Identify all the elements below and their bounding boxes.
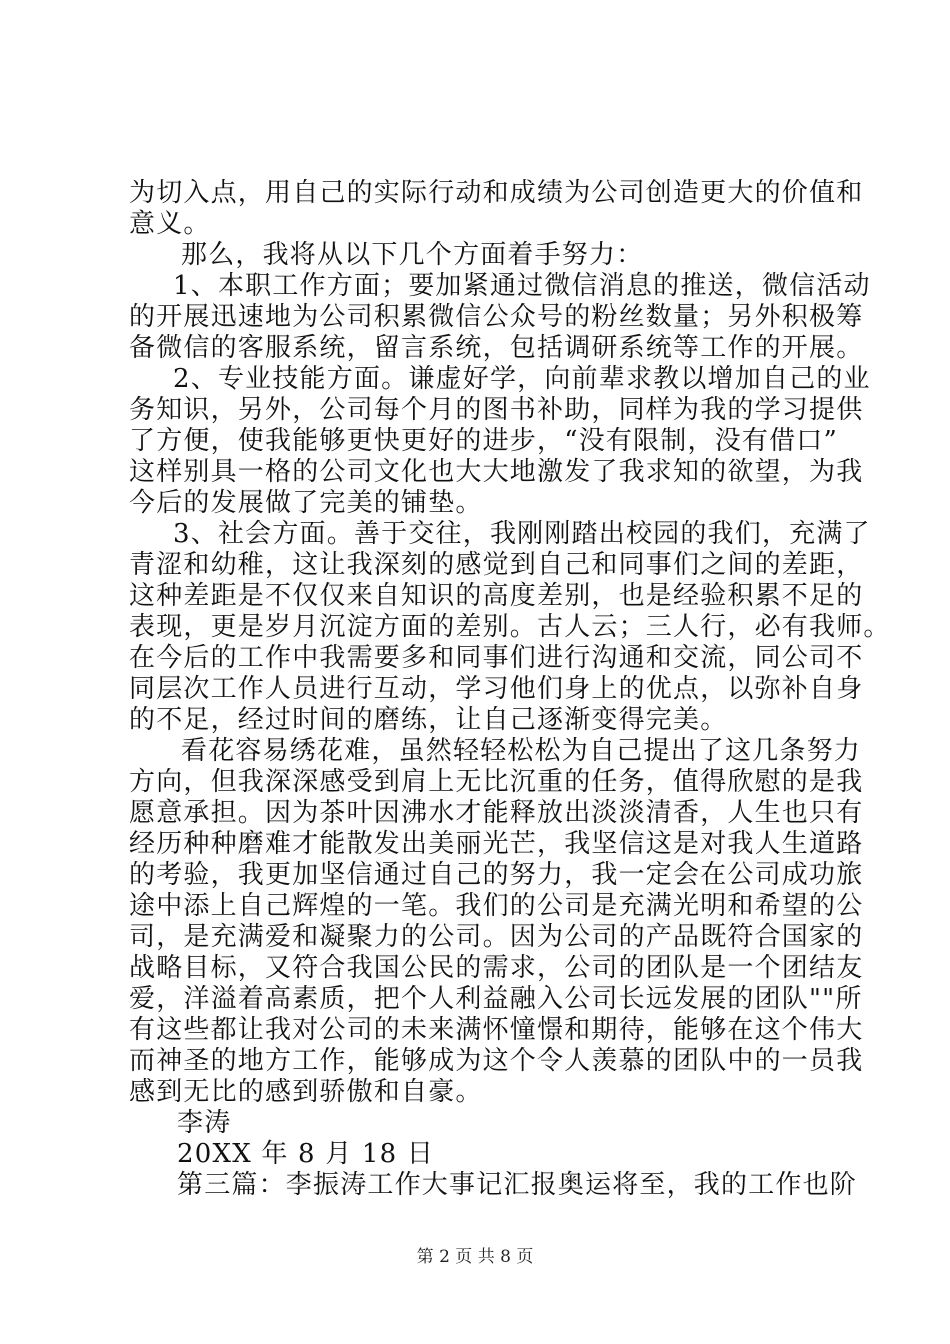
text-line-21: 愿意承担。因为茶叶因沸水才能释放出淡淡清香，人生也只有 [129,798,864,828]
text-line-33: 第三篇：李振涛工作大事记汇报奥运将至，我的工作也阶 [177,1170,858,1200]
text-line-22: 经历种种磨难才能散发出美丽光芒，我坚信这是对我人生道路 [129,829,864,859]
text-line-13: 青涩和幼稚，这让我深刻的感觉到自己和同事们之间的差距， [129,550,864,580]
signature-date: 20XX 年 8 月 18 日 [177,1139,435,1169]
text-line-1: 为切入点，用自己的实际行动和成绩为公司创造更大的价值和 [129,178,864,208]
text-line-15: 表现，更是岁月沉淀方面的差别。古人云；三人行，必有我师。 [129,612,891,642]
text-line-7: 2、专业技能方面。谦虚好学，向前辈求教以增加自己的业 [173,364,871,394]
text-line-28: 有这些都让我对公司的未来满怀憧憬和期待，能够在这个伟大 [129,1015,864,1045]
text-line-6: 备微信的客服系统，留言系统，包括调研系统等工作的开展。 [129,333,864,363]
signature-name: 李涛 [177,1108,232,1138]
text-line-29: 而神圣的地方工作，能够成为这个令人羡慕的团队中的一员我 [129,1046,864,1076]
text-line-30: 感到无比的感到骄傲和自豪。 [129,1077,483,1107]
text-line-4: 1、本职工作方面；要加紧通过微信消息的推送，微信活动 [173,271,871,301]
text-line-12: 3、社会方面。善于交往，我刚刚踏出校园的我们，充满了 [173,519,871,549]
text-line-26: 战略目标，又符合我国公民的需求，公司的团队是一个团结友 [129,953,864,983]
text-line-25: 司，是充满爱和凝聚力的公司。因为公司的产品既符合国家的 [129,922,864,952]
text-line-17: 同层次工作人员进行互动，学习他们身上的优点，以弥补自身 [129,674,864,704]
text-line-19: 看花容易绣花难，虽然轻轻松松为自己提出了这几条努力 [181,736,862,766]
text-line-3: 那么，我将从以下几个方面着手努力： [181,240,644,270]
text-line-9: 了方便，使我能够更快更好的进步，“没有限制，没有借口” [129,426,838,456]
text-line-18: 的不足，经过时间的磨练，让自己逐渐变得完美。 [129,705,728,735]
text-line-16: 在今后的工作中我需要多和同事们进行沟通和交流，同公司不 [129,643,864,673]
page-footer: 第 2 页 共 8 页 [416,1247,534,1267]
text-line-27: 爱，洋溢着高素质，把个人利益融入公司长远发展的团队""所 [129,984,863,1014]
text-line-20: 方向，但我深深感受到肩上无比沉重的任务，值得欣慰的是我 [129,767,864,797]
text-line-24: 途中添上自己辉煌的一笔。我们的公司是充满光明和希望的公 [129,891,864,921]
text-line-14: 这种差距是不仅仅来自知识的高度差别，也是经验积累不足的 [129,581,864,611]
text-line-10: 这样别具一格的公司文化也大大地激发了我求知的欲望，为我 [129,457,864,487]
text-line-23: 的考验，我更加坚信通过自己的努力，我一定会在公司成功旅 [129,860,864,890]
text-line-11: 今后的发展做了完美的铺垫。 [129,488,483,518]
text-line-2: 意义。 [129,209,211,239]
text-line-5: 的开展迅速地为公司积累微信公众号的粉丝数量；另外积极筹 [129,302,864,332]
text-line-8: 务知识，另外，公司每个月的图书补助，同样为我的学习提供 [129,395,864,425]
